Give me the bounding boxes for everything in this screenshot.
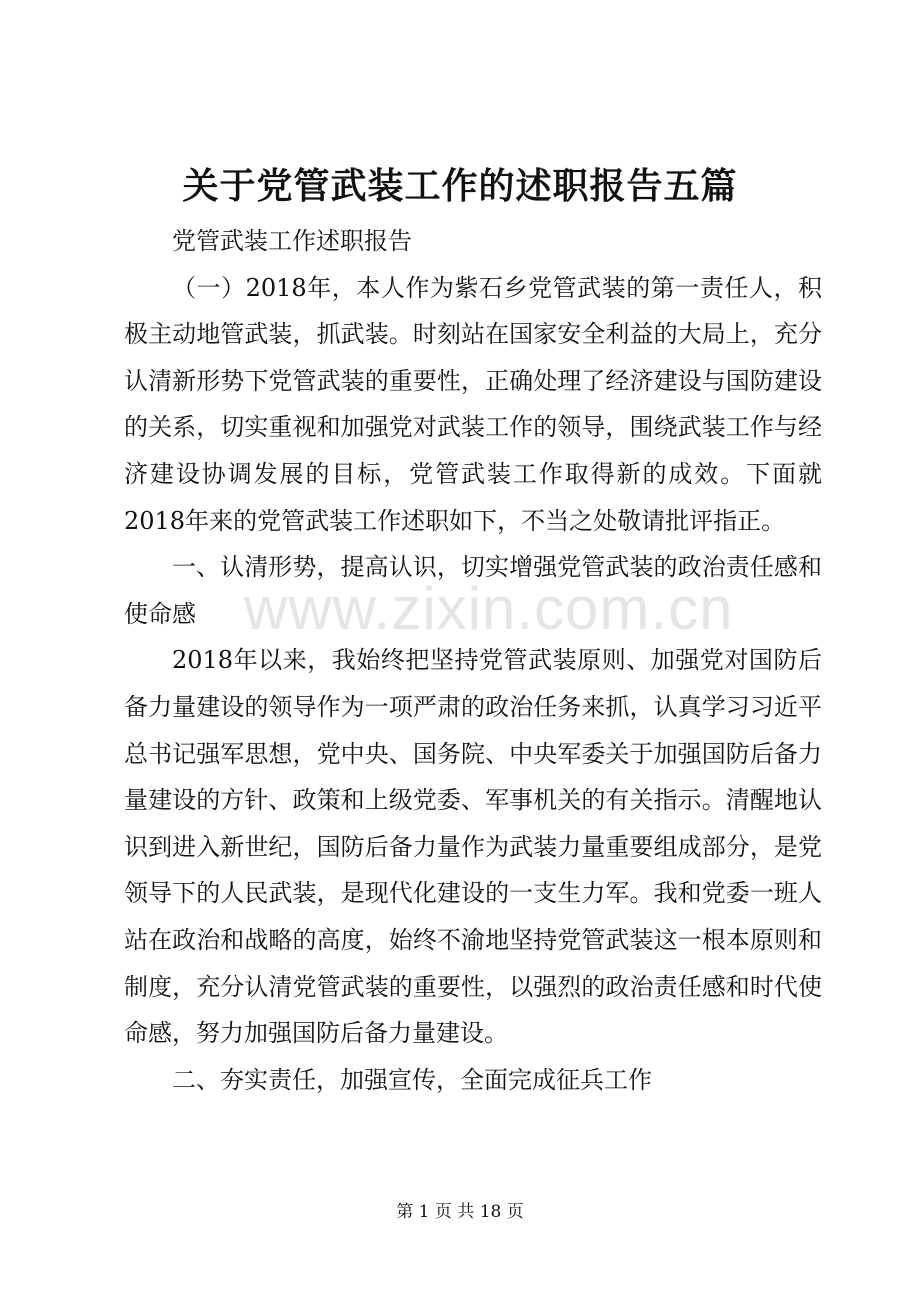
section-heading-one: 一、认清形势，提高认识，切实增强党管武装的政治责任感和使命感 bbox=[124, 553, 822, 628]
report-subtitle: 党管武装工作述职报告 bbox=[172, 227, 412, 255]
document-title: 关于党管武装工作的述职报告五篇 bbox=[182, 165, 738, 207]
page-footer: 第 1 页 共 18 页 bbox=[396, 1202, 524, 1222]
watermark: www.zixin.com.cn bbox=[244, 575, 734, 642]
paragraph-intro: （一）2018年，本人作为紫石乡党管武装的第一责任人，积极主动地管武装，抓武装。时刻站在国家安全利益的大局上，充分认清新形势下党管武装的重要性，正确处理了经济建设与国防建设的关系，切实重视和加强党对武装工作的领导，围绕武装工作与经济建设协调发展的目标，党管武装工作取得新的成效。下面就2018年来的党管武装工作述职如下，不当之处敬请批评指正。 bbox=[124, 273, 822, 535]
document-body bbox=[124, 218, 822, 1103]
paragraph-section-one: 2018年以来，我始终把坚持党管武装原则、加强党对国防后备力量建设的领导作为一项严肃的政治任务来抓，认真学习习近平总书记强军思想，党中央、国务院、中央军委关于加强国防后备力量建设的方针、政策和上级党委、军事机关的有关指示。清醒地认识到进入新世纪，国防后备力量作为武装力量重要组成部分，是党领导下的人民武装，是现代化建设的一支生力军。我和党委一班人站在政治和战略的高度，始终不渝地坚持党管武装这一根本原则和制度，充分认清党管武装的重要性，以强烈的政治责任感和时代使命感，努力加强国防后备力量建设。 bbox=[124, 646, 822, 1048]
section-heading-two: 二、夯实责任，加强宣传，全面完成征兵工作 bbox=[172, 1065, 652, 1094]
